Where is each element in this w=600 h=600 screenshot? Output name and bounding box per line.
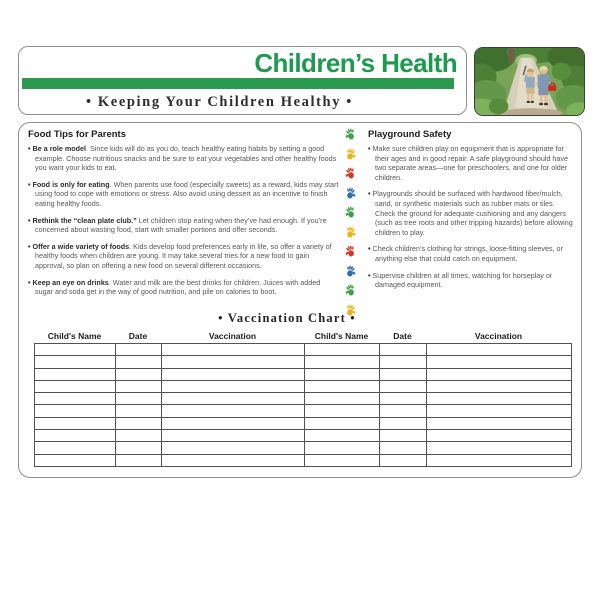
- table-cell: [35, 454, 116, 466]
- table-cell: [162, 430, 305, 442]
- tip-text: Let children stop eating when they’ve had enough. If you’re concerned about wasting food, start with smaller portions and offer seconds.: [35, 215, 327, 235]
- handprint-icon: [343, 146, 359, 162]
- table-cell: [380, 368, 427, 380]
- header-photo: [474, 47, 585, 116]
- food-tip-item: [28, 242, 339, 271]
- table-cell: [380, 380, 427, 392]
- vaccination-table: [34, 343, 572, 467]
- table-cell: [35, 442, 116, 454]
- column-header-date: Date: [393, 331, 412, 341]
- handprint-icon: [342, 243, 358, 259]
- table-cell: [116, 344, 162, 356]
- tip-text: . Water and milk are the best drinks for children. Juices with added sugar and soda get in the way of good nutrition, and pile on calories to boot.: [35, 277, 321, 297]
- column-header-childs-name: Child's Name: [314, 331, 369, 341]
- table-cell: [116, 393, 162, 405]
- tip-text: . When parents use food (especially sweets) as a reward, kids may start using food to cope with emotions or stress. Also avoid using dessert as an incentive to finish eating healthy foods.: [35, 179, 339, 208]
- table-cell: [380, 405, 427, 417]
- table-row: [35, 417, 572, 429]
- handprint-icon: [343, 263, 359, 279]
- tip-lead: Food is only for eating: [32, 179, 110, 189]
- table-cell: [427, 393, 572, 405]
- vaccination-table-body: [35, 344, 572, 467]
- table-cell: [162, 405, 305, 417]
- table-cell: [35, 417, 116, 429]
- table-cell: [35, 368, 116, 380]
- table-cell: [305, 368, 380, 380]
- children-walking-photo-illustration: [475, 48, 584, 115]
- column-header-vaccination: Vaccination: [474, 331, 523, 341]
- column-header-childs-name: Child's Name: [47, 331, 102, 341]
- playground-safety-heading: Playground Safety: [368, 129, 452, 140]
- table-cell: [380, 356, 427, 368]
- table-cell: [116, 356, 162, 368]
- handprint-icon: [343, 185, 359, 201]
- food-tip-item: [28, 144, 339, 173]
- vaccination-table-header: [34, 331, 571, 341]
- table-cell: [427, 368, 572, 380]
- food-tips-heading: Food Tips for Parents: [28, 129, 127, 140]
- handprint-icon: [342, 282, 358, 298]
- table-cell: [162, 344, 305, 356]
- handprint-icon: [343, 224, 359, 240]
- tip-lead: Keep an eye on drinks: [32, 277, 109, 287]
- playground-item: • Make sure children play on equipment that is appropriate for their ages and in good repair. A safe playground should have two separate areas—one for preschoolers, and one for older children.: [368, 144, 577, 182]
- table-row: [35, 368, 572, 380]
- table-row: [35, 393, 572, 405]
- table-cell: [427, 430, 572, 442]
- table-row: [35, 356, 572, 368]
- table-cell: [116, 368, 162, 380]
- table-cell: [305, 417, 380, 429]
- food-tip-item: [28, 216, 339, 235]
- table-cell: [116, 405, 162, 417]
- handprint-column: [342, 128, 359, 317]
- column-header-vaccination: Vaccination: [208, 331, 257, 341]
- playground-safety-section: [368, 129, 577, 297]
- table-cell: [116, 442, 162, 454]
- header-accent-bar: [22, 78, 454, 89]
- table-cell: [35, 393, 116, 405]
- tip-text: . Since kids will do as you do, teach healthy eating habits by setting a good example. Choose nutritious snacks and be sure to eat your vegetables and other healthy foods you want your kids to eat.: [35, 144, 337, 173]
- table-cell: [162, 356, 305, 368]
- table-cell: [305, 454, 380, 466]
- food-tips-section: [28, 129, 339, 304]
- table-row: [35, 442, 572, 454]
- table-cell: [305, 442, 380, 454]
- tip-lead: Rethink the “clean plate club.”: [32, 215, 137, 225]
- table-cell: [35, 430, 116, 442]
- handprint-icon: [342, 126, 358, 142]
- table-cell: [380, 430, 427, 442]
- table-cell: [162, 454, 305, 466]
- food-tip-item: [28, 180, 339, 209]
- table-cell: [116, 430, 162, 442]
- handprint-icon: [342, 165, 358, 181]
- table-cell: [427, 442, 572, 454]
- table-cell: [162, 417, 305, 429]
- table-cell: [427, 454, 572, 466]
- table-cell: [305, 405, 380, 417]
- table-row: [35, 454, 572, 466]
- column-header-date: Date: [128, 331, 148, 341]
- table-cell: [380, 417, 427, 429]
- table-cell: [427, 380, 572, 392]
- table-cell: [305, 344, 380, 356]
- table-cell: [162, 380, 305, 392]
- table-row: [35, 344, 572, 356]
- vaccination-chart-title: • Vaccination Chart •: [218, 311, 356, 325]
- table-cell: [35, 356, 116, 368]
- table-cell: [305, 393, 380, 405]
- page-title: Children’s Health: [254, 48, 457, 78]
- table-cell: [35, 344, 116, 356]
- table-cell: [35, 405, 116, 417]
- playground-item: • Check children’s clothing for strings, loose-fitting sleeves, or anything else that could catch on equipment.: [368, 244, 577, 263]
- table-cell: [162, 442, 305, 454]
- header-box: [18, 46, 467, 115]
- table-cell: [380, 393, 427, 405]
- table-cell: [162, 368, 305, 380]
- table-row: [35, 430, 572, 442]
- food-tip-item: [28, 278, 339, 297]
- tip-text: . Kids develop food preferences early in life, so offer a variety of healthy foods when children are young. It may take several tries for a new food to gain approval, so plan on offering a new food on several different occasions.: [35, 241, 332, 270]
- playground-item: • Playgrounds should be surfaced with hardwood fiber/mulch, sand, or synthetic materials such as rubber mats or tiles. Check the ground for adequate cushioning and any dangers (such as tree roots and other tripping hazards) before allowing children to play.: [368, 189, 577, 237]
- header-tagline: • Keeping Your Children Healthy •: [86, 94, 353, 110]
- tip-lead: Be a role model: [32, 144, 87, 153]
- table-cell: [162, 393, 305, 405]
- table-cell: [427, 417, 572, 429]
- table-cell: [427, 356, 572, 368]
- content-box: [18, 122, 582, 478]
- table-row: [35, 405, 572, 417]
- table-row: [35, 380, 572, 392]
- table-cell: [305, 356, 380, 368]
- table-cell: [305, 430, 380, 442]
- playground-item: • Supervise children at all times, watching for horseplay or damaged equipment.: [368, 271, 577, 290]
- table-cell: [427, 344, 572, 356]
- tip-lead: Offer a wide variety of foods: [32, 241, 130, 251]
- table-cell: [380, 442, 427, 454]
- table-cell: [305, 380, 380, 392]
- table-cell: [116, 454, 162, 466]
- table-cell: [427, 405, 572, 417]
- table-cell: [116, 417, 162, 429]
- table-cell: [380, 454, 427, 466]
- table-cell: [380, 344, 427, 356]
- table-cell: [35, 380, 116, 392]
- handprint-icon: [342, 204, 358, 220]
- table-cell: [116, 380, 162, 392]
